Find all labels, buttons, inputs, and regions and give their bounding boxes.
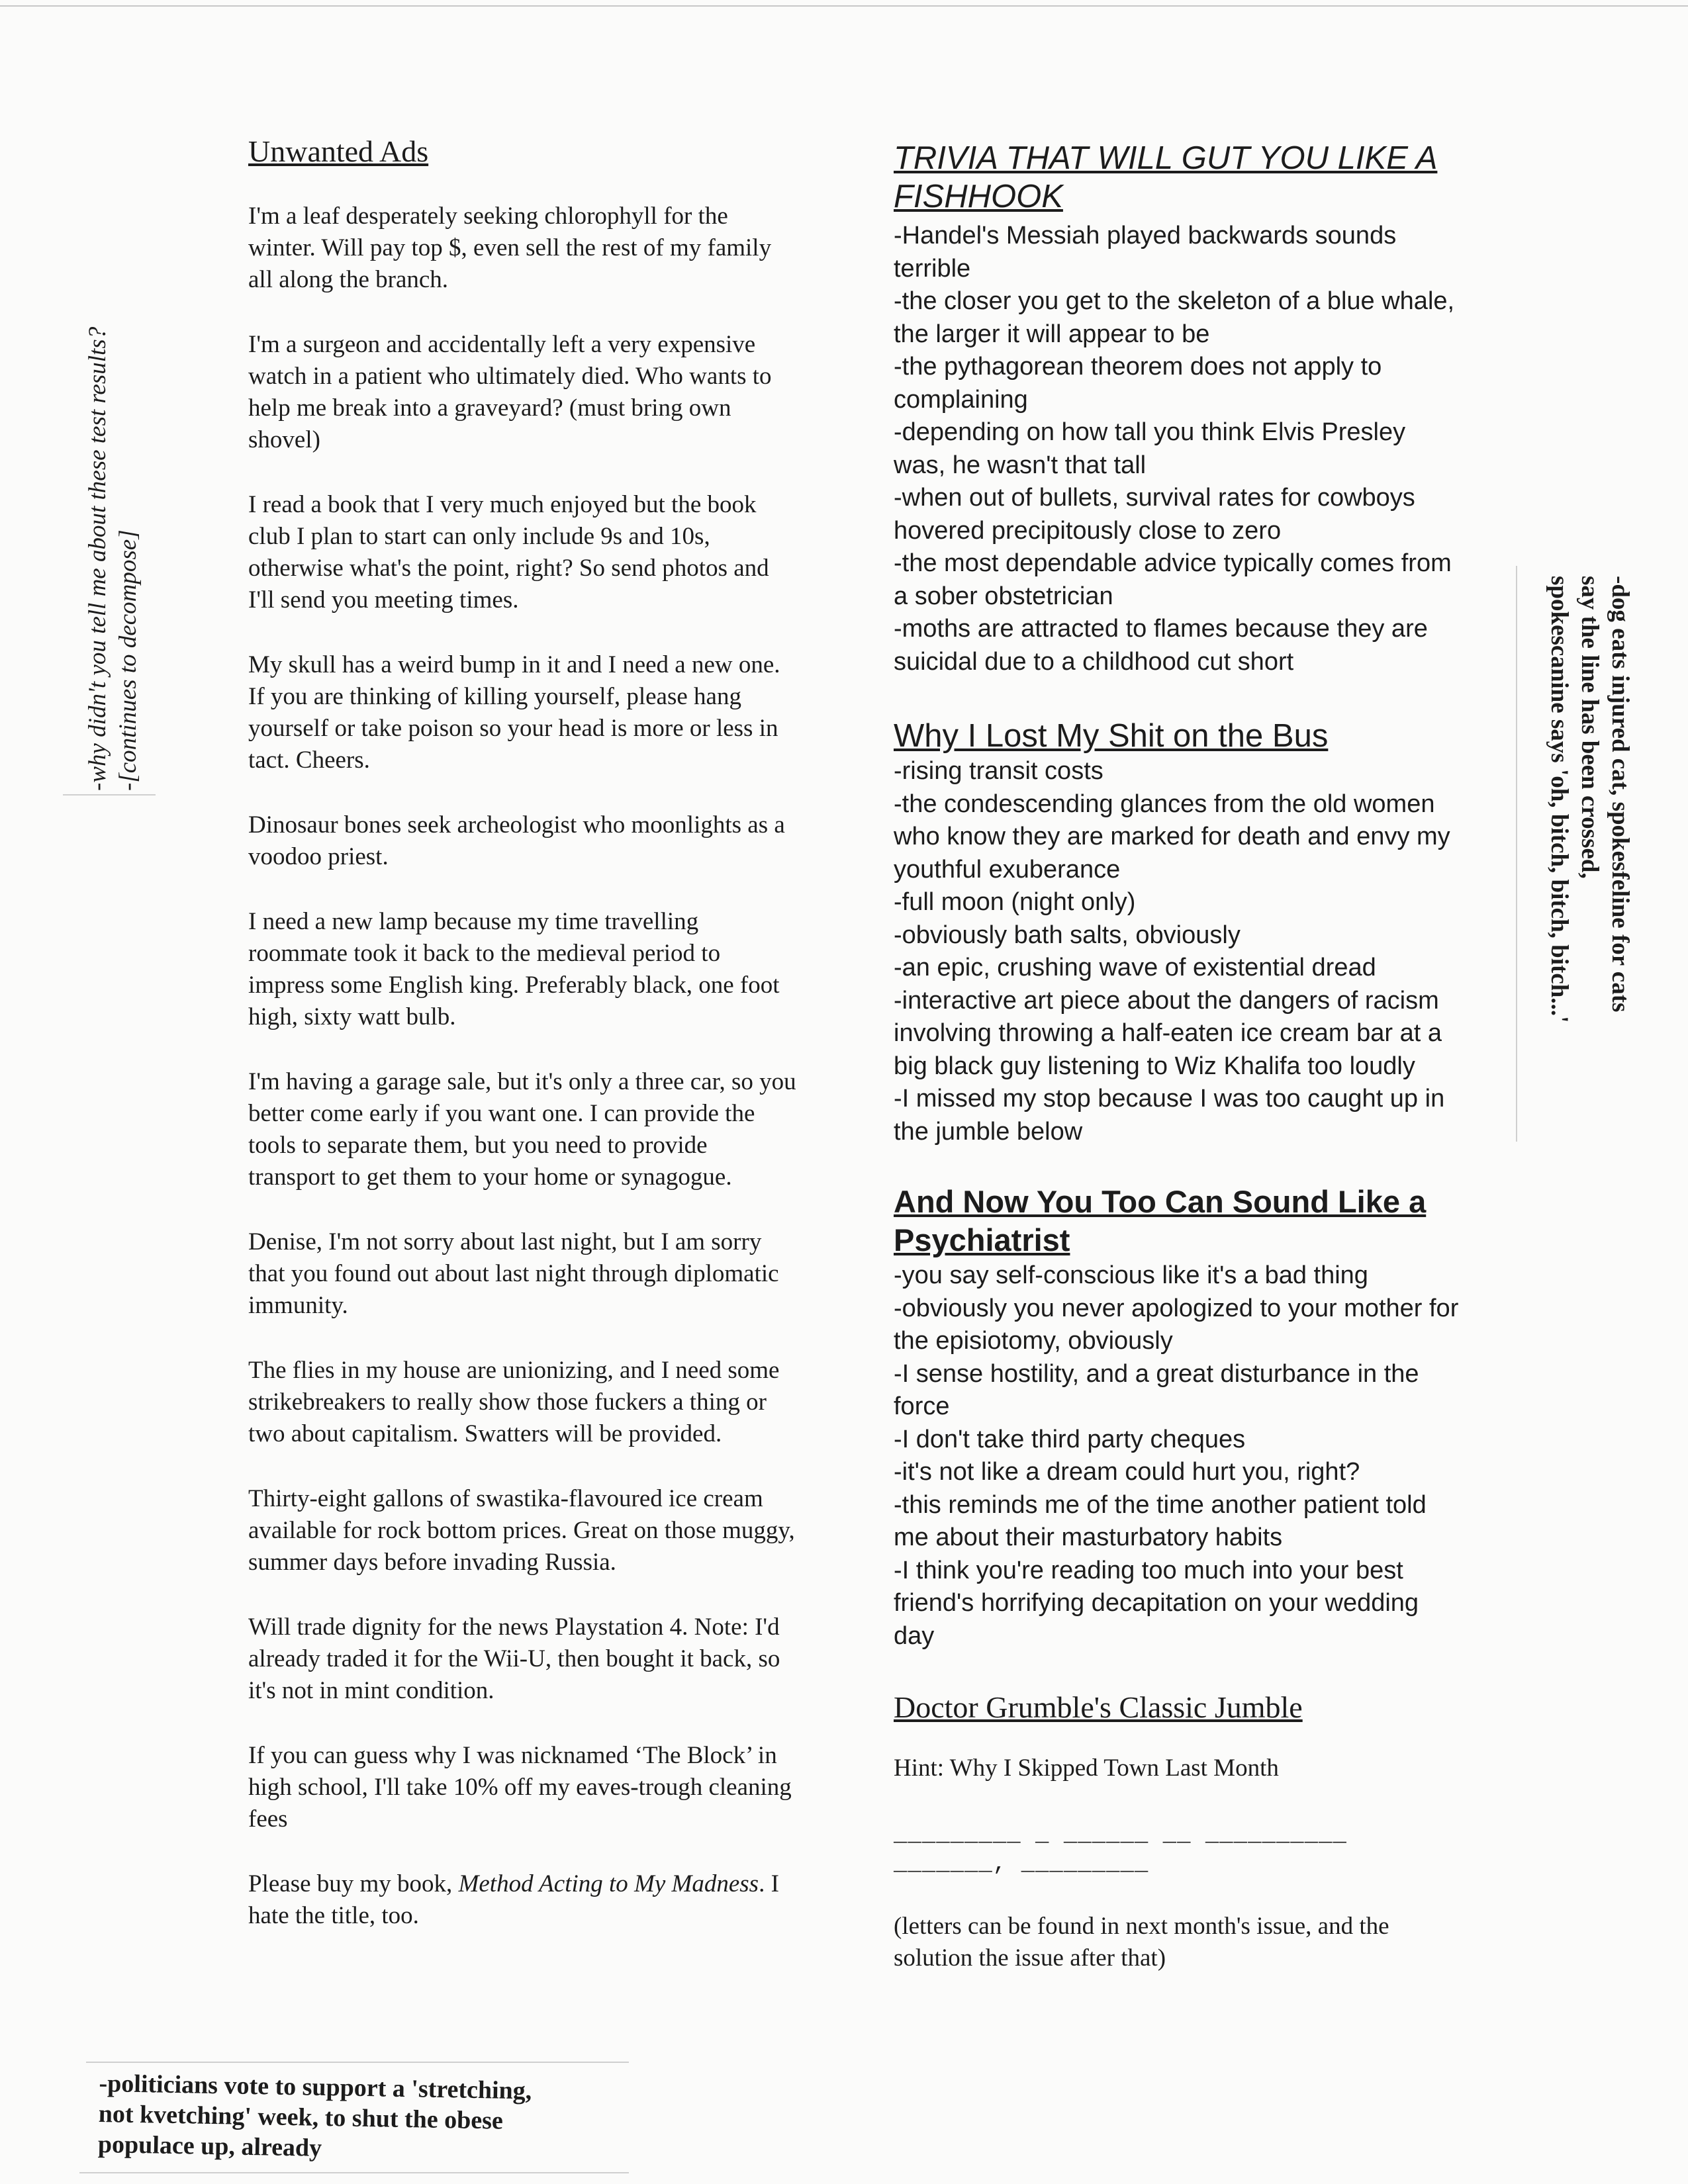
side-note-line: spokescanine says 'oh, bitch, bitch, bitch...' <box>1546 576 1573 1023</box>
scan-top-edge <box>0 5 1688 7</box>
list-item: -when out of bullets, survival rates for cowboys hovered precipitously close to zero <box>894 484 1415 545</box>
ad-item-book <box>248 1868 798 1932</box>
list-item: -obviously you never apologized to your mother for the episiotomy, obviously <box>894 1294 1459 1355</box>
list-item: -full moon (night only) <box>894 888 1136 916</box>
ad-item: I read a book that I very much enjoyed but the book club I plan to start can only include 9s and 10s, otherwise what's the point, right? So send photos and I'll send you meeting times. <box>248 491 769 614</box>
side-note-line: -dog eats injured cat, spokesfeline for cats <box>1607 576 1634 1013</box>
ad-item: Denise, I'm not sorry about last night, but I am sorry that you found out about last night through diplomatic immunity. <box>248 1228 779 1319</box>
list-item: -I don't take third party cheques <box>894 1425 1246 1453</box>
list-item: -the closer you get to the skeleton of a blue whale, the larger it will appear to be <box>894 287 1455 348</box>
jumble-blanks-line: _________ _ ______ __ __________ <box>894 1823 1347 1848</box>
cut-line <box>63 794 156 796</box>
unwanted-ads-column <box>248 136 798 1965</box>
list-item: -moths are attracted to flames because they are suicidal due to a childhood cut short <box>894 615 1428 676</box>
cut-line <box>1516 566 1517 1142</box>
list-item: -this reminds me of the time another patient told me about their masturbatory habits <box>894 1490 1427 1551</box>
side-note-right <box>1544 576 1635 1145</box>
ad-book-prefix: Please buy my book, <box>248 1870 459 1897</box>
list-item: -I think you're reading too much into your best friend's horrifying decapitation on your wedding day <box>894 1556 1419 1650</box>
bottom-note-line: -politicians vote to support a 'stretching, <box>99 2069 532 2105</box>
ad-item: I'm a leaf desperately seeking chlorophyll for the winter. Will pay top $, even sell the rest of my family all along the branch. <box>248 203 772 293</box>
trivia-list <box>894 220 1463 678</box>
ad-item: Thirty-eight gallons of swastika-flavoured ice cream available for rock bottom prices. Great on those muggy, summer days before invading Russia. <box>248 1485 795 1576</box>
list-item: -it's not like a dream could hurt you, right? <box>894 1458 1360 1486</box>
list-item: -interactive art piece about the dangers of racism involving throwing a half-eaten ice cream bar at a big black guy listening to Wiz Khalifa too loudly <box>894 986 1442 1080</box>
jumble-blanks-line: _______, _________ <box>894 1852 1149 1877</box>
ad-book-suffix: . I hate the title, too. <box>248 1870 779 1929</box>
ad-item: Dinosaur bones seek archeologist who moonlights as a voodoo priest. <box>248 811 785 870</box>
unwanted-ads-title: Unwanted Ads <box>248 134 429 168</box>
list-item: -I sense hostility, and a great disturbance in the force <box>894 1359 1419 1420</box>
jumble-note: (letters can be found in next month's issue, and the solution the issue after that) <box>894 1913 1389 1972</box>
jumble-blanks <box>894 1821 1463 1879</box>
bottom-note <box>98 2068 642 2169</box>
ad-item: I'm having a garage sale, but it's only a three car, so you better come early if you want one. I can provide the tools to separate them, but you need to provide transport to get them to your home or synagogue. <box>248 1068 796 1191</box>
ad-item: I'm a surgeon and accidentally left a very expensive watch in a patient who ultimately died. Who wants to help me break into a graveyard? (must bring own shovel) <box>248 331 772 453</box>
list-item: -the most dependable advice typically comes from a sober obstetrician <box>894 549 1452 610</box>
list-item: -rising transit costs <box>894 757 1103 785</box>
list-item: -the pythagorean theorem does not apply to complaining <box>894 353 1382 414</box>
list-item: -an epic, crushing wave of existential dread <box>894 954 1376 981</box>
ad-item: My skull has a weird bump in it and I need a new one. If you are thinking of killing yourself, please hang yourself or take poison so your head is more or less in tact. Cheers. <box>248 651 780 774</box>
side-note-line: say the line has been crossed, <box>1576 576 1603 879</box>
list-item: -the condescending glances from the old women who know they are marked for death and envy my youthful exuberance <box>894 790 1450 884</box>
bus-title: Why I Lost My Shit on the Bus <box>894 718 1329 754</box>
list-item: -Handel's Messiah played backwards sounds terrible <box>894 222 1397 283</box>
psychiatrist-list <box>894 1259 1463 1653</box>
list-item: -you say self-conscious like it's a bad thing <box>894 1261 1368 1289</box>
bottom-note-line: populace up, already <box>97 2130 322 2162</box>
side-note-line: -why didn't you tell me about these test results? <box>84 326 111 791</box>
jumble-hint: Hint: Why I Skipped Town Last Month <box>894 1754 1279 1782</box>
list-item: -obviously bath salts, obviously <box>894 921 1241 949</box>
ad-item: The flies in my house are unionizing, and I need some strikebreakers to really show those fuckers a thing or two about capitalism. Swatters will be provided. <box>248 1357 780 1447</box>
ad-item: I need a new lamp because my time travelling roommate took it back to the medieval period to impress some English king. Preferably black, one foot high, sixty watt bulb. <box>248 908 780 1030</box>
list-item: -I missed my stop because I was too caught up in the jumble below <box>894 1085 1445 1146</box>
jumble-title: Doctor Grumble's Classic Jumble <box>894 1690 1303 1724</box>
cut-line <box>79 2172 629 2173</box>
ad-item: Will trade dignity for the news Playstation 4. Note: I'd already traded it for the Wii-U, then bought it back, so it's not in mint condition. <box>248 1614 780 1704</box>
bottom-note-line: not kvetching' week, to shut the obese <box>98 2099 504 2135</box>
right-column <box>894 139 1463 1974</box>
psychiatrist-title: And Now You Too Can Sound Like a Psychiatrist <box>894 1184 1427 1257</box>
ad-item: If you can guess why I was nicknamed ‘The Block’ in high school, I'll take 10% off my eaves-trough cleaning fees <box>248 1742 792 1833</box>
bus-list <box>894 755 1463 1148</box>
side-note-left <box>83 215 144 791</box>
cut-line <box>86 2062 629 2063</box>
list-item: -depending on how tall you think Elvis Presley was, he wasn't that tall <box>894 418 1406 479</box>
trivia-title: TRIVIA THAT WILL GUT YOU LIKE A FISHHOOK <box>894 140 1438 214</box>
side-note-line: -[continues to decompose] <box>115 529 142 791</box>
book-title: Method Acting to My Madness <box>458 1870 759 1897</box>
